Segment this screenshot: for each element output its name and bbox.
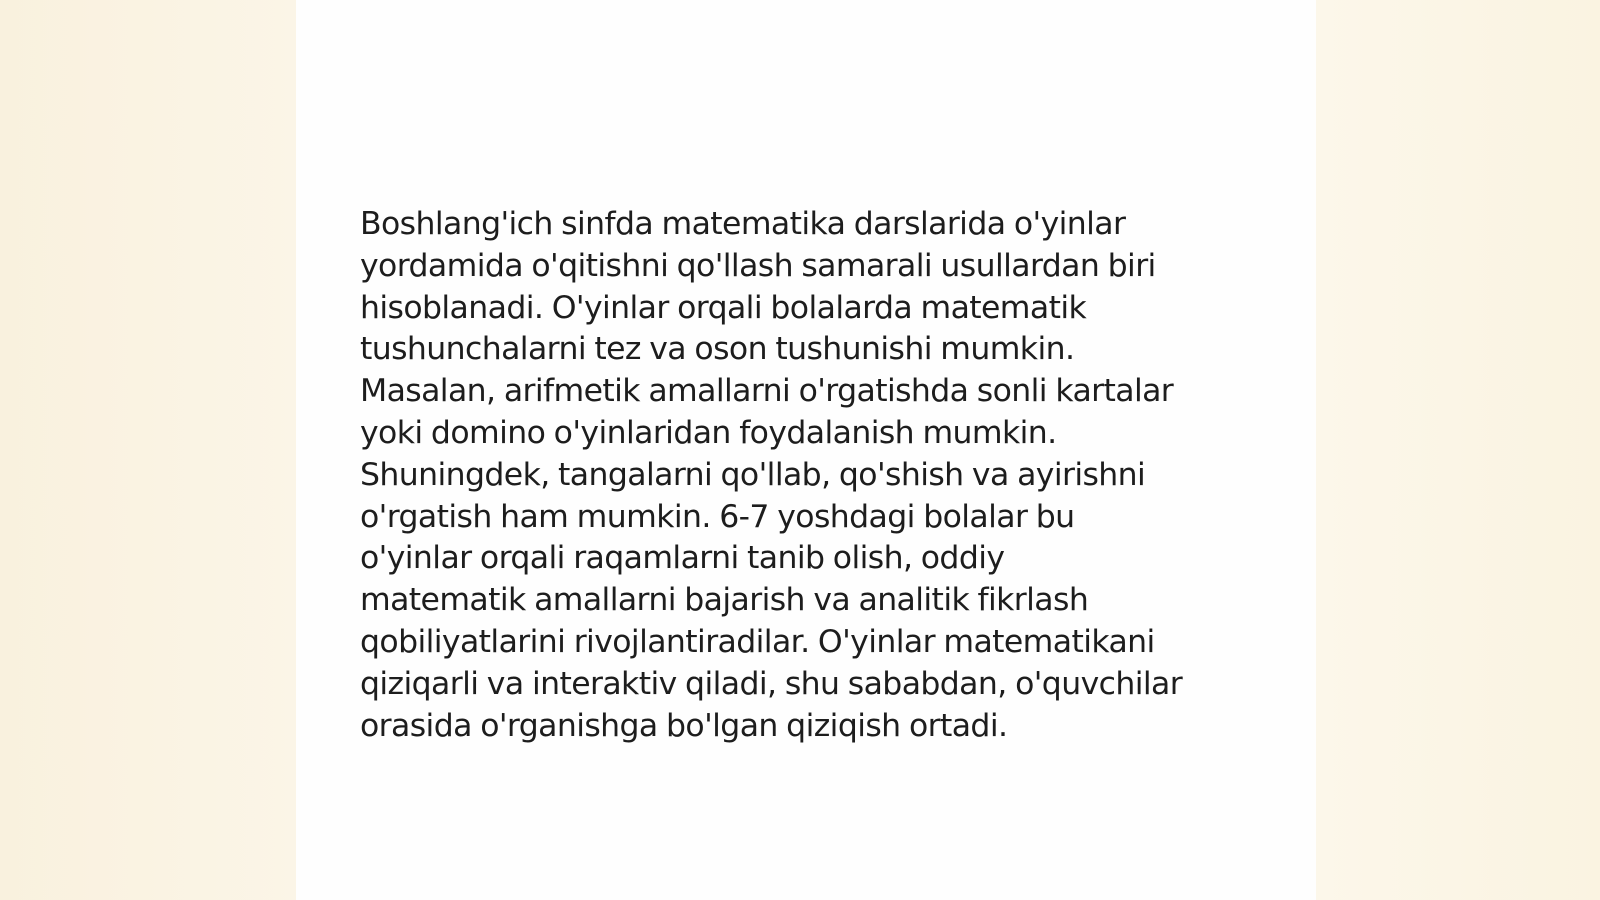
text-line: orasida o'rganishga bo'lgan qiziqish ortadi. (360, 707, 1008, 744)
text-line: Boshlang'ich sinfda matematika darslarida o'yinlar (360, 206, 1126, 242)
text-line: Shuningdek, tangalarni qo'llab, qo'shish va ayirishni (360, 456, 1146, 493)
text-line: yordamida o'qitishni qo'llash samarali usullardan biri (360, 247, 1156, 284)
text-line: o'rgatish ham mumkin. 6-7 yoshdagi bolalar bu (360, 498, 1075, 535)
text-line: Masalan, arifmetik amallarni o'rgatishda sonli kartalar (360, 373, 1174, 410)
text-line: matematik amallarni bajarish va analitik fikrlash (360, 582, 1089, 619)
text-line: qiziqarli va interaktiv qiladi, shu sababdan, o'quvchilar (360, 665, 1183, 702)
right-background-panel (1316, 0, 1600, 900)
text-line: tushunchalarni tez va oson tushunishi mumkin. (360, 331, 1075, 368)
text-line: yoki domino o'yinlaridan foydalanish mumkin. (360, 414, 1057, 451)
slide-page (296, 0, 1316, 900)
left-background-panel (0, 0, 296, 900)
text-line: o'yinlar orqali raqamlarni tanib olish, oddiy (360, 540, 1005, 577)
text-line: qobiliyatlarini rivojlantiradilar. O'yinlar matematikani (360, 623, 1155, 660)
text-line: hisoblanadi. O'yinlar orqali bolalarda matematik (360, 289, 1087, 326)
slide-body-text (360, 204, 1260, 747)
